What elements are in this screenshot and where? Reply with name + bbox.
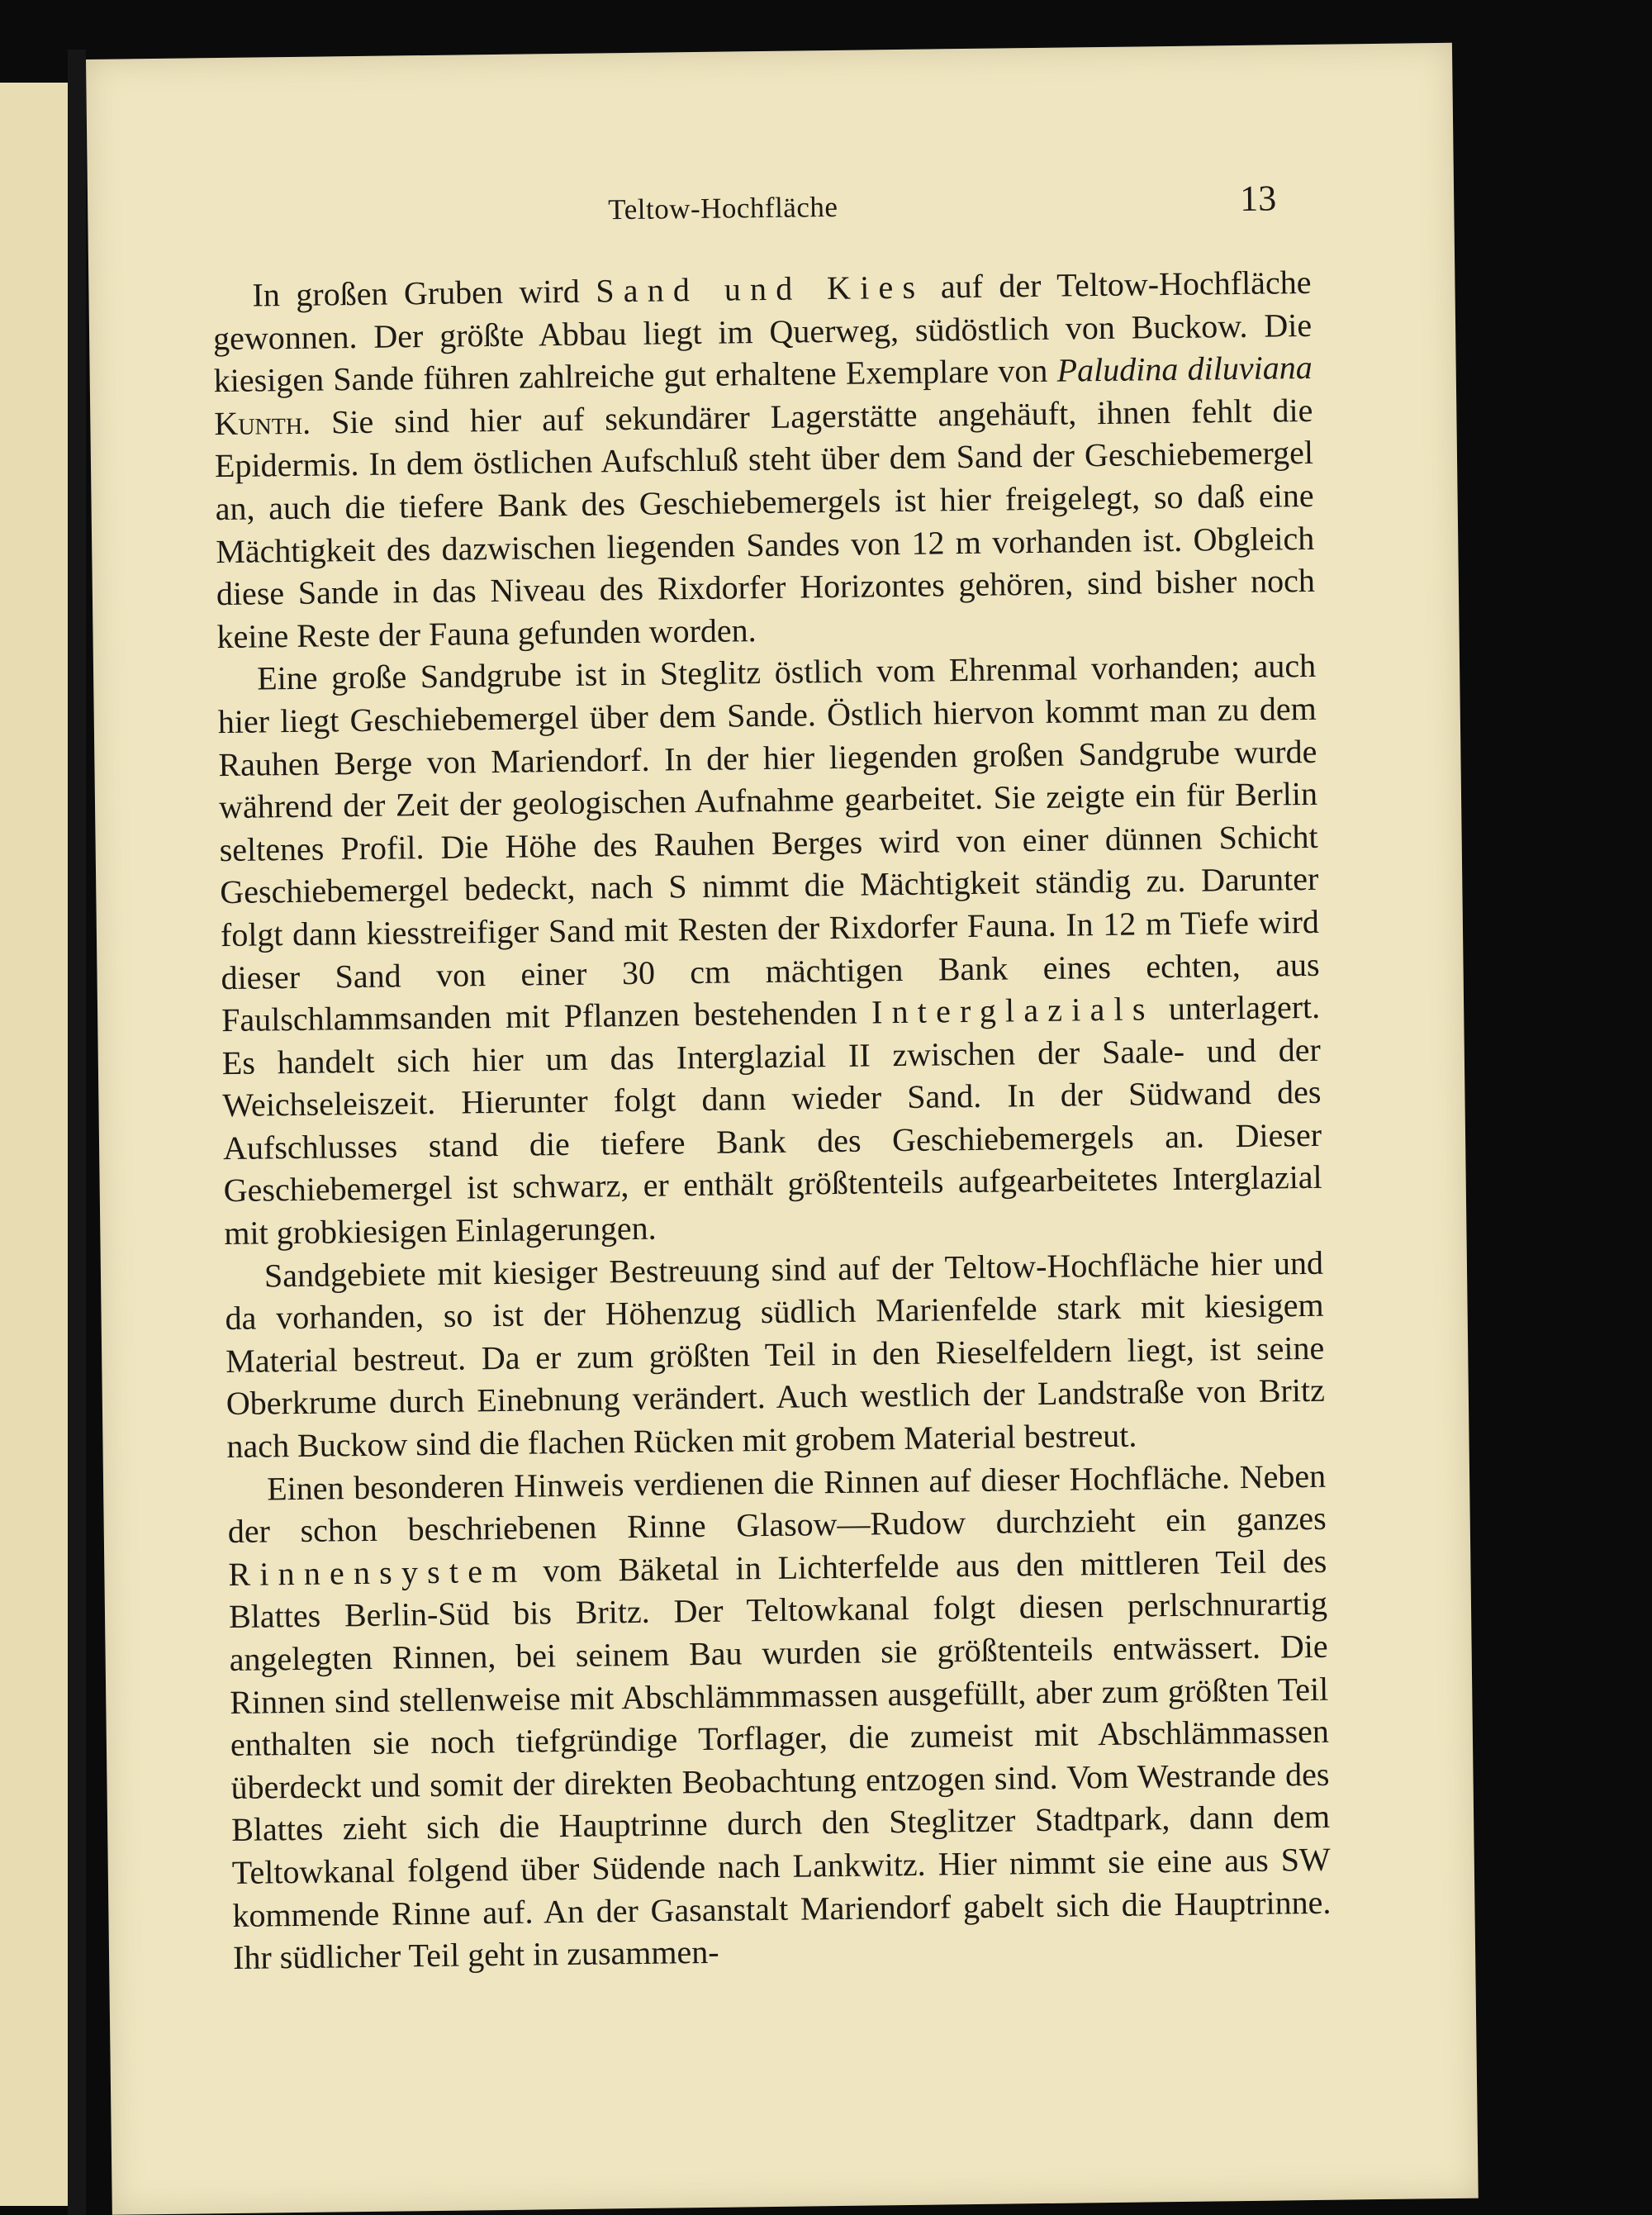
text-run: . Sie sind hier auf sekundärer Lagerstätte angehäuft, ihnen fehlt die Epidermis. In dem östlichen Aufschluß steht über dem Sand der Geschiebemergel an, auch die tiefere Bank des Geschiebemergels ist hier freigelegt, so daß eine Mächtigkeit des dazwischen liegenden Sandes von 12 m vorhanden ist. Obgleich diese Sande in das Niveau des Rixdorfer Horizontes gehören, sind bisher noch keine Reste der Fauna gefunden worden.	[214, 391, 1316, 655]
emphasis-spaced-text: Rinnensystem	[228, 1552, 527, 1593]
text-run: vom Bäketal in Lichterfelde aus den mittleren Teil des Blattes Berlin-Süd bis Britz. Der Teltowkanal folgt diesen perlschnurartig angelegten Rinnen, bei seinem Bau wurden sie größtenteils entwässert. Die Rinnen sind stellenweise mit Abschlämmmassen ausgefüllt, aber zum größten Teil enthalten sie noch tiefgründige Torflager, die zumeist mit Abschlämmassen überdeckt und somit der direkten Beobachtung entzogen sind. Vom Westrande des Blattes zieht sich die Hauptrinne durch den Steglitzer Stadtpark, dann dem Teltowkanal folgend über Südende nach Lankwitz. Hier nimmt sie eine aus SW kommende Rinne auf. An der Gasanstalt Mariendorf gabelt sich die Hauptrinne. Ihr südlicher Teil geht in zusammen-	[228, 1542, 1332, 1977]
text-run: Eine große Sandgrube ist in Steglitz östlich vom Ehrenmal vorhanden; auch hier liegt Geschiebemergel über dem Sande. Östlich hiervon kommt man zu dem Rauhen Berge von Mariendorf. In der hier liegenden großen Sandgrube wurde während der Zeit der geologischen Aufnahme gearbeitet. Sie zeigte ein für Berlin seltenes Profil. Die Höhe des Rauhen Berges wird von einer dünnen Schicht Geschiebemergel bedeckt, nach S nimmt die Mächtigkeit ständig zu. Darunter folgt dann kiesstreifiger Sand mit Resten der Rixdorfer Fauna. In 12 m Tiefe wird dieser Sand von einer 30 cm mächtigen Bank eines echten, aus Faulschlammsanden mit Pflanzen bestehenden	[217, 647, 1320, 1039]
paragraph	[212, 261, 1316, 658]
text-run: auf der Teltow-Hochfläche gewonnen. Der größte Abbau liegt im Querweg, südöstlich von Buckow. Die kiesigen Sande führen zahlreiche gut erhaltene Exemplare von	[212, 263, 1313, 400]
page-number: 13	[1239, 178, 1277, 219]
author-name-smallcaps: Kunth	[214, 403, 303, 442]
text-run: unterlagert. Es handelt sich hier um das Interglazial II zwischen der Saale- und der Weichseleiszeit. Hierunter folgt dann wieder Sand. In der Südwand des Aufschlusses stand die tiefere Bank des Geschiebemergels an. Dieser Geschiebemergel ist schwarz, er enthält größtenteils aufgearbeitetes Interglazial mit grobkiesigen Einlagerungen.	[221, 987, 1322, 1252]
paragraph	[217, 644, 1323, 1255]
species-name-italic: Paludina diluviana	[1056, 349, 1313, 389]
emphasis-spaced-text: Interglazials	[871, 990, 1155, 1031]
text-run: In großen Gruben wird	[252, 272, 596, 314]
previous-page-edge	[0, 83, 70, 2206]
paragraph	[227, 1454, 1332, 1979]
running-title: Teltow-Hochfläche	[608, 190, 838, 226]
body-text	[212, 261, 1332, 1980]
book-page	[86, 43, 1479, 2215]
book-gutter	[68, 50, 86, 2215]
text-run: Einen besonderen Hinweis verdienen die Rinnen auf dieser Hochfläche. Neben der schon beschriebenen Rinne Glasow—Rudow durchzieht ein ganzes	[227, 1457, 1327, 1551]
paragraph	[225, 1241, 1326, 1467]
text-run: Sandgebiete mit kiesiger Bestreuung sind auf der Teltow-Hochfläche hier und da vorhanden, so ist der Höhenzug südlich Marienfelde stark mit kiesigem Material bestreut. Da er zum größten Teil in den Rieselfeldern liegt, ist seine Oberkrume durch Einebnung verändert. Auch westlich der Landstraße von Britz nach Buckow sind die flachen Rücken mit grobem Material bestreut.	[225, 1243, 1326, 1466]
page-header	[88, 178, 1455, 250]
emphasis-spaced-text: Sand und Kies	[596, 268, 925, 310]
